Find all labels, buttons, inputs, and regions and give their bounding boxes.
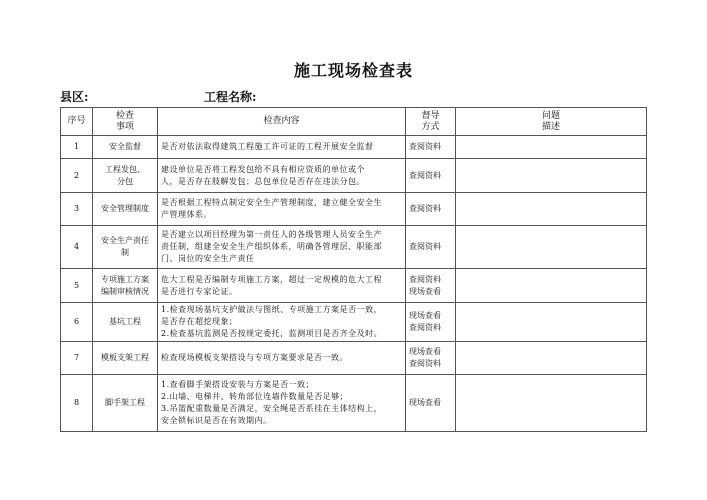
row-number: 5 [61,269,93,303]
row-method-line: 查阅资料 [409,204,441,213]
row-content-line: 危大工程是否编制专项施工方案，超过一定规模的危大工程 [161,274,382,284]
row-content-line: 3.吊篮配重数量是否满足，安全绳是否系挂在主体结构上， [161,404,383,413]
row-content [158,226,406,269]
row-method-line: 现场查看 [409,398,441,407]
table-row [61,136,647,159]
header-issue-line: 问题 [541,110,560,121]
row-issue [456,303,647,342]
row-issue [456,375,647,432]
header-method-line: 方式 [421,121,440,132]
table-row [61,342,647,375]
table-row [61,269,647,303]
header-item [93,108,158,136]
row-item [93,159,158,193]
row-item [93,303,158,342]
row-content-line: 门、岗位的安全生产责任 [161,254,255,263]
inspection-table [60,107,647,432]
row-method [406,342,456,375]
row-content [158,342,406,375]
row-item-line: 安全管理制度 [101,204,149,213]
row-item-line: 制 [121,248,129,257]
row-item-line: 分包 [117,176,133,186]
row-content-line: 1.查看脚手架搭设安装与方案是否一致； [161,380,315,389]
row-content-line: 是否对依法取得建筑工程施工许可证的工程开展安全监督 [161,142,374,151]
row-issue [456,226,647,269]
row-item-line: 基坑工程 [109,317,141,326]
row-number: 3 [61,193,93,226]
header-method [406,108,456,136]
table-row [61,159,647,193]
row-item [93,269,158,303]
row-number: 7 [61,342,93,375]
row-content-line: 责任制，组建全安全生产组织体系，明确各管理层、职能部 [161,242,382,251]
row-content-line: 2.检查基坑监测是否按规定委托，监测项目是否齐全及时。 [161,329,383,338]
county-label: 县区: [60,90,89,104]
row-content [158,159,406,193]
row-item-line: 编制审核情况 [101,286,149,296]
row-method-line: 现场查看 [409,347,441,356]
row-number: 4 [61,226,93,269]
row-method-line: 查阅资料 [409,170,441,180]
row-item [93,342,158,375]
row-content-line: 是否存在超挖现象； [161,317,238,326]
row-method-line: 查阅资料 [409,359,441,368]
row-number: 6 [61,303,93,342]
row-method-line: 现场查看 [409,286,441,296]
row-content [158,269,406,303]
row-method [406,136,456,159]
row-method [406,226,456,269]
row-item [93,136,158,159]
row-content-line: 人，是否存在肢解发包；总包单位是否存在违法分包。 [161,176,365,186]
row-content [158,375,406,432]
row-number: 1 [61,136,93,159]
row-content [158,303,406,342]
project-name-label: 工程名称: [204,90,257,104]
row-method-line: 查阅资料 [409,242,441,251]
row-item [93,226,158,269]
table-row [61,303,647,342]
row-issue [456,342,647,375]
header-item-line: 检查 [115,110,134,121]
row-item-line: 专项施工方案 [101,274,149,284]
header-method-line: 督导 [421,110,440,121]
row-content-line: 2.山墙、电梯井、转角部位连墙件数量是否足够； [161,392,349,401]
row-method [406,375,456,432]
row-content-line: 检查现场模板支架搭设与专项方案要求是否一致。 [161,353,348,362]
row-method-line: 查阅资料 [409,274,441,284]
row-number: 2 [61,159,93,193]
row-issue [456,159,647,193]
row-item [93,375,158,432]
row-method-line: 现场查看 [409,311,441,320]
header-item-line: 事项 [115,121,134,132]
row-method-line: 查阅资料 [409,323,441,332]
row-method [406,303,456,342]
row-method [406,269,456,303]
row-item-line: 安全生产责任 [101,236,149,245]
row-issue [456,193,647,226]
row-item-line: 脚手架工程 [105,398,145,407]
header-content: 检查内容 [158,108,406,136]
row-content-line: 安全锁标识是否在有效期内。 [161,416,272,425]
header-no: 序号 [61,108,93,136]
row-method [406,159,456,193]
row-content [158,193,406,226]
table-row [61,375,647,432]
row-method [406,193,456,226]
row-content-line: 是否进行专家论证。 [161,286,238,296]
row-content [158,136,406,159]
row-method-line: 查阅资料 [409,142,441,151]
row-item [93,193,158,226]
form-meta [60,88,650,104]
header-issue [456,108,647,136]
row-content-line: 产管理体系。 [161,210,212,219]
row-issue [456,269,647,303]
row-content-line: 建设单位是否将工程发包给不具有相应资质的单位或个 [161,164,365,174]
row-issue [456,136,647,159]
header-issue-line: 描述 [541,121,560,132]
row-item-line: 模板支架工程 [101,353,149,362]
table-row [61,193,647,226]
row-item-line: 工程发包、 [105,164,145,174]
row-content-line: 1.检查现场基坑支护做法与图纸、专项施工方案是否一致， [161,305,383,314]
row-item-line: 安全监督 [109,142,141,151]
page-title: 施工现场检查表 [293,61,413,80]
row-number: 8 [61,375,93,432]
row-content-line: 是否建立以项目经理为第一责任人的各级管理人员安全生产 [161,230,382,239]
table-row [61,226,647,269]
row-content-line: 是否根据工程特点制定安全生产管理制度，建立健全安全生 [161,198,382,207]
table-header-row [61,108,647,136]
